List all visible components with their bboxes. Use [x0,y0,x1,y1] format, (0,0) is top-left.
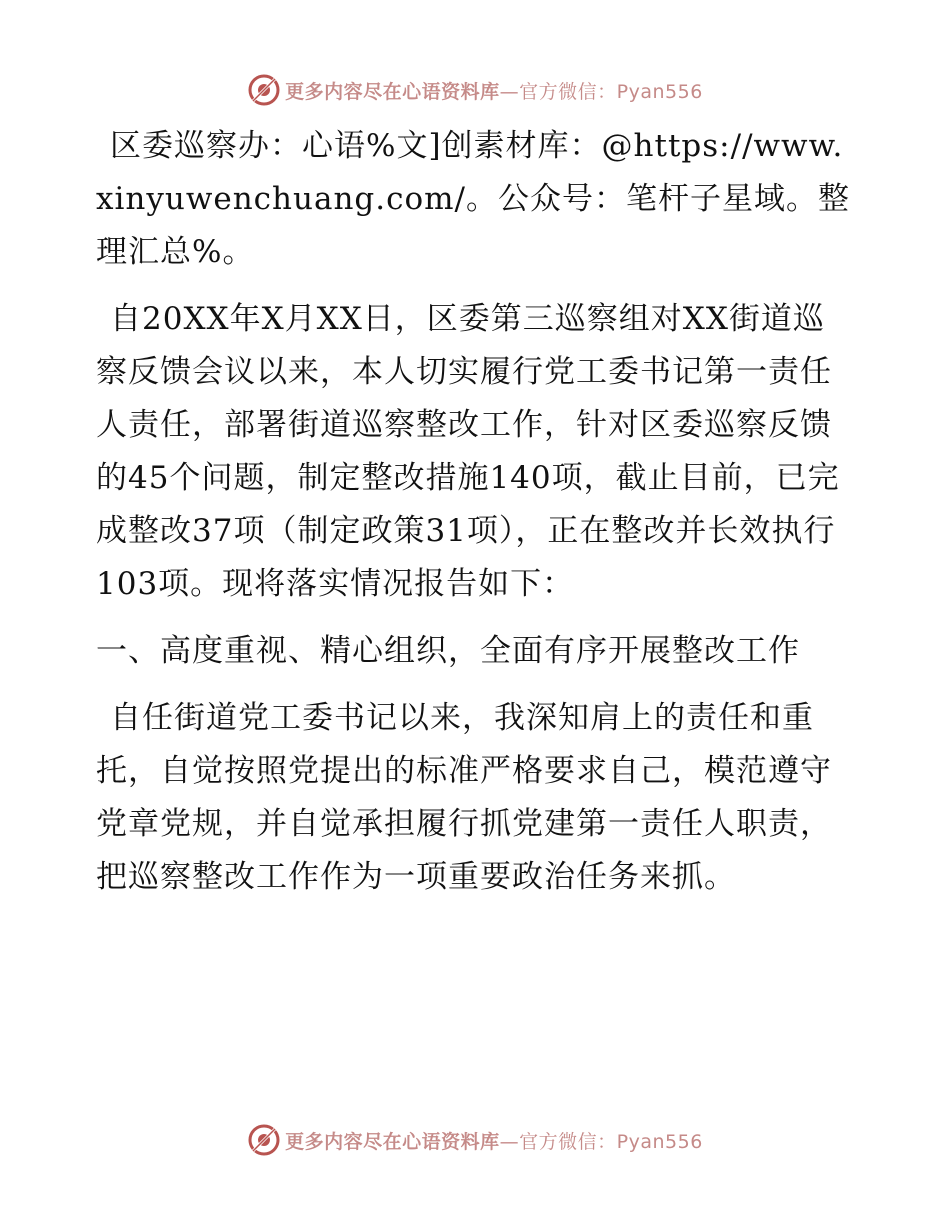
paragraph-text: 自20XX年X月XX日，区委第三巡察组对XX街道巡察反馈会议以来，本人切实履行党工委书记第一责任人责任，部署街道巡察整改工作，针对区委巡察反馈的45个问题，制定整改措施140项，截止目前，已完成整改37项（制定政策31项），正在整改并长效执行103项。现将落实情况报告如下： [96,301,840,602]
watermark-text [285,77,703,104]
paragraph-source-note [96,120,856,279]
watermark-text [285,1127,703,1154]
heading-text: 一、高度重视、精心组织，全面有序开展整改工作 [96,633,800,669]
watermark-contact: 官方微信：Pyan556 [519,1130,703,1153]
watermark-separator: — [499,80,520,103]
watermark-brand: 更多内容尽在心语资料库 [285,80,500,103]
section-heading [96,625,856,678]
seal-logo-icon [247,73,281,107]
document-body [96,120,856,918]
paragraph-text: 区委巡察办：心语%文]创素材库：@https://www.xinyuwenchuang.com/。公众号：笔杆子星域。整理汇总%。 [96,128,850,270]
footer-watermark [0,1120,950,1160]
paragraph-text: 自任街道党工委书记以来，我深知肩上的责任和重托，自觉按照党提出的标准严格要求自己，模范遵守党章党规，并自觉承担履行抓党建第一责任人职责，把巡察整改工作作为一项重要政治任务来抓。 [96,700,832,895]
paragraph-body [96,692,856,904]
watermark-separator: — [499,1130,520,1153]
paragraph-intro [96,293,856,611]
watermark-contact: 官方微信：Pyan556 [519,80,703,103]
seal-logo-icon [247,1123,281,1157]
header-watermark [0,70,950,110]
watermark-brand: 更多内容尽在心语资料库 [285,1130,500,1153]
